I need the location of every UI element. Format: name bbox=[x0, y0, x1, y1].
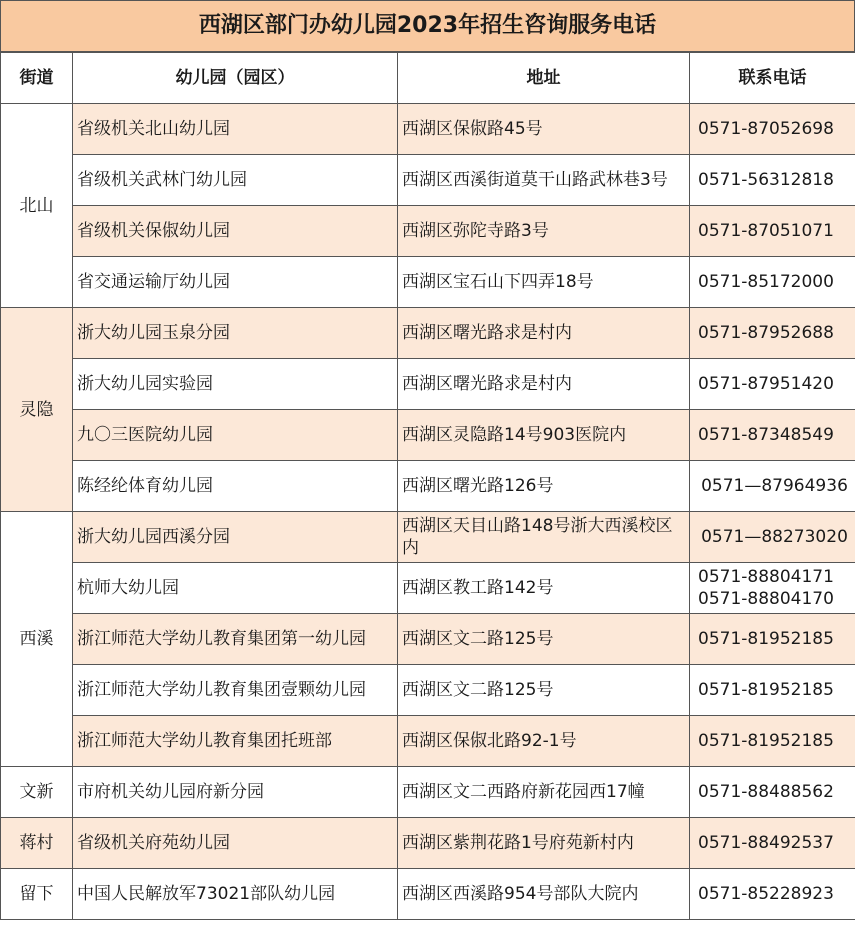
table-row bbox=[1, 716, 855, 767]
table-row bbox=[1, 818, 855, 869]
phone-cell: 0571—87964936 bbox=[690, 461, 855, 512]
kindergarten-table bbox=[0, 52, 855, 920]
street-cell: 西溪 bbox=[1, 512, 73, 767]
header-row bbox=[1, 53, 855, 104]
kindergarten-name-cell: 省交通运输厅幼儿园 bbox=[73, 257, 398, 308]
kindergarten-name-cell: 省级机关北山幼儿园 bbox=[73, 104, 398, 155]
table-row bbox=[1, 257, 855, 308]
address-cell: 西湖区曙光路求是村内 bbox=[398, 359, 690, 410]
address-cell: 西湖区天目山路148号浙大西溪校区内 bbox=[398, 512, 690, 563]
address-cell: 西湖区西溪路954号部队大院内 bbox=[398, 869, 690, 920]
address-cell: 西湖区保俶北路92-1号 bbox=[398, 716, 690, 767]
kindergarten-name-cell: 浙大幼儿园西溪分园 bbox=[73, 512, 398, 563]
phone-cell: 0571-85228923 bbox=[690, 869, 855, 920]
address-cell: 西湖区宝石山下四弄18号 bbox=[398, 257, 690, 308]
phone-cell: 0571—88273020 bbox=[690, 512, 855, 563]
address-cell: 西湖区紫荆花路1号府苑新村内 bbox=[398, 818, 690, 869]
address-cell: 西湖区保俶路45号 bbox=[398, 104, 690, 155]
kindergarten-name-cell: 杭师大幼儿园 bbox=[73, 563, 398, 614]
kindergarten-name-cell: 陈经纶体育幼儿园 bbox=[73, 461, 398, 512]
address-cell: 西湖区文二西路府新花园西17幢 bbox=[398, 767, 690, 818]
phone-cell: 0571-88804171 0571-88804170 bbox=[690, 563, 855, 614]
phone-cell: 0571-87051071 bbox=[690, 206, 855, 257]
header-kindergarten: 幼儿园（园区） bbox=[73, 53, 398, 104]
kindergarten-name-cell: 浙大幼儿园实验园 bbox=[73, 359, 398, 410]
header-street: 街道 bbox=[1, 53, 73, 104]
table-row bbox=[1, 206, 855, 257]
kindergarten-name-cell: 市府机关幼儿园府新分园 bbox=[73, 767, 398, 818]
phone-cell: 0571-88488562 bbox=[690, 767, 855, 818]
phone-cell: 0571-56312818 bbox=[690, 155, 855, 206]
address-cell: 西湖区曙光路126号 bbox=[398, 461, 690, 512]
phone-cell: 0571-81952185 bbox=[690, 665, 855, 716]
phone-cell: 0571-81952185 bbox=[690, 614, 855, 665]
header-phone: 联系电话 bbox=[690, 53, 855, 104]
table-row bbox=[1, 563, 855, 614]
table-row bbox=[1, 869, 855, 920]
table-row bbox=[1, 512, 855, 563]
kindergarten-name-cell: 中国人民解放军73021部队幼儿园 bbox=[73, 869, 398, 920]
table-row bbox=[1, 665, 855, 716]
phone-cell: 0571-87952688 bbox=[690, 308, 855, 359]
phone-cell: 0571-81952185 bbox=[690, 716, 855, 767]
phone-cell: 0571-85172000 bbox=[690, 257, 855, 308]
address-cell: 西湖区灵隐路14号903医院内 bbox=[398, 410, 690, 461]
street-cell: 北山 bbox=[1, 104, 73, 308]
kindergarten-name-cell: 浙江师范大学幼儿教育集团托班部 bbox=[73, 716, 398, 767]
table-row bbox=[1, 104, 855, 155]
kindergarten-name-cell: 浙大幼儿园玉泉分园 bbox=[73, 308, 398, 359]
address-cell: 西湖区教工路142号 bbox=[398, 563, 690, 614]
kindergarten-name-cell: 浙江师范大学幼儿教育集团壹颗幼儿园 bbox=[73, 665, 398, 716]
table-row bbox=[1, 410, 855, 461]
address-cell: 西湖区文二路125号 bbox=[398, 665, 690, 716]
kindergarten-name-cell: 省级机关府苑幼儿园 bbox=[73, 818, 398, 869]
address-cell: 西湖区曙光路求是村内 bbox=[398, 308, 690, 359]
street-cell: 蒋村 bbox=[1, 818, 73, 869]
page-title: 西湖区部门办幼儿园2023年招生咨询服务电话 bbox=[0, 0, 855, 52]
street-cell: 灵隐 bbox=[1, 308, 73, 512]
phone-cell: 0571-87348549 bbox=[690, 410, 855, 461]
address-cell: 西湖区西溪街道莫干山路武林巷3号 bbox=[398, 155, 690, 206]
table-row bbox=[1, 359, 855, 410]
street-cell: 文新 bbox=[1, 767, 73, 818]
table-row bbox=[1, 767, 855, 818]
kindergarten-name-cell: 省级机关保俶幼儿园 bbox=[73, 206, 398, 257]
table-row bbox=[1, 614, 855, 665]
phone-cell: 0571-87951420 bbox=[690, 359, 855, 410]
phone-cell: 0571-88492537 bbox=[690, 818, 855, 869]
street-cell: 留下 bbox=[1, 869, 73, 920]
header-address: 地址 bbox=[398, 53, 690, 104]
table-row bbox=[1, 155, 855, 206]
table-row bbox=[1, 461, 855, 512]
phone-cell: 0571-87052698 bbox=[690, 104, 855, 155]
kindergarten-name-cell: 九〇三医院幼儿园 bbox=[73, 410, 398, 461]
address-cell: 西湖区文二路125号 bbox=[398, 614, 690, 665]
table-row bbox=[1, 308, 855, 359]
address-cell: 西湖区弥陀寺路3号 bbox=[398, 206, 690, 257]
kindergarten-name-cell: 省级机关武林门幼儿园 bbox=[73, 155, 398, 206]
kindergarten-name-cell: 浙江师范大学幼儿教育集团第一幼儿园 bbox=[73, 614, 398, 665]
